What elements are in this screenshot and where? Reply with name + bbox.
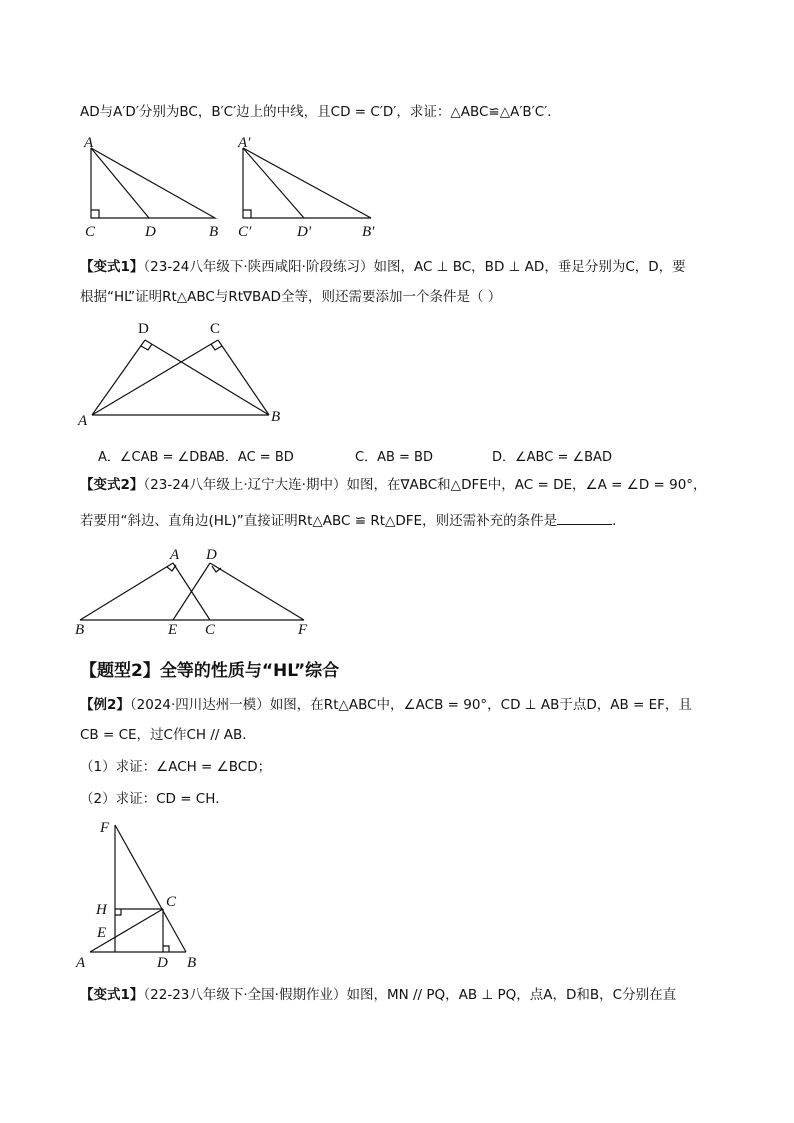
label-C: C xyxy=(210,321,221,337)
label-A-prime: A′ xyxy=(238,135,251,151)
variant2-tag: 【变式2】 xyxy=(80,477,144,493)
label-D-prime: D′ xyxy=(297,224,312,240)
variant3-text: 如图，MN // PQ，AB ⊥ PQ，点A，D和B，C分别在直 xyxy=(346,987,677,1003)
label-B: B xyxy=(271,409,281,425)
label-C: C xyxy=(205,622,216,638)
label-F: F xyxy=(298,622,308,638)
label-A: A xyxy=(170,547,180,563)
variant2-source: （23-24八年级上·辽宁大连·期中） xyxy=(143,477,347,493)
example2-text1: 如图，在Rt△ABC中，∠ACB = 90°，CD ⊥ AB于点D，AB = EF，且 xyxy=(269,697,692,713)
label-D: D xyxy=(138,321,149,337)
variant2-text2: 若要用“斜边、直角边(HL)”直接证明Rt△ABC ≌ Rt△DFE，则还需补充的条件是 xyxy=(80,513,558,529)
label-D: D xyxy=(206,547,217,563)
label-F: F xyxy=(100,820,110,836)
question-2: （2）求证：CD = CH． xyxy=(80,791,229,807)
label-A: A xyxy=(78,413,88,429)
variant1-source: （23-24八年级下·陕西咸阳·阶段练习） xyxy=(143,259,374,275)
variant3-tag: 【变式1】 xyxy=(80,987,144,1003)
option-d: D．∠ABC = ∠BAD xyxy=(492,450,612,465)
variant1-line2: 根据“HL”证明Rt△ABC与Rt∇BAD全等，则还需要添加一个条件是（ ） xyxy=(80,289,502,305)
example2-source: （2024·四川达州一模） xyxy=(129,697,270,713)
label-E: E xyxy=(97,925,107,941)
label-D: D xyxy=(157,955,168,971)
label-B-prime: B′ xyxy=(362,224,375,240)
label-D: D xyxy=(145,224,156,240)
option-c: C．AB = BD xyxy=(355,450,433,465)
example2-tag: 【例2】 xyxy=(80,697,130,713)
variant1-text1: 如图，AC ⊥ BC，BD ⊥ AD，垂足分别为C，D，要 xyxy=(373,259,686,275)
section-heading: 【题型2】全等的性质与“HL”综合 xyxy=(80,661,340,681)
label-E: E xyxy=(168,622,178,638)
label-H: H xyxy=(96,902,107,918)
label-C: C xyxy=(85,224,96,240)
variant2-text1: 如图，在∇ABC和△DFE中，AC = DE，∠A = ∠D = 90°， xyxy=(346,477,707,493)
variant2-line2: 若要用“斜边、直角边(HL)”直接证明Rt△ABC ≌ Rt△DFE，则还需补充的条件是 ． xyxy=(80,513,626,529)
variant1-tag: 【变式1】 xyxy=(80,259,144,275)
label-C: C xyxy=(166,894,177,910)
label-B: B xyxy=(187,955,197,971)
label-C-prime: C′ xyxy=(238,224,252,240)
option-b: B．AC = BD xyxy=(216,450,294,465)
variant3-source: （22-23八年级下·全国·假期作业） xyxy=(143,987,347,1003)
question-1: （1）求证：∠ACH = ∠BCD； xyxy=(80,759,272,775)
example2-line2: CB = CE，过C作CH // AB． xyxy=(80,727,256,743)
label-A: A xyxy=(76,955,86,971)
variant3-line1 xyxy=(80,986,676,1004)
option-a: A．∠CAB = ∠DBA xyxy=(98,450,218,465)
label-B: B xyxy=(209,224,219,240)
label-A: A xyxy=(84,135,94,151)
problem-statement-line: AD与A′D′分别为BC，B′C′边上的中线，且CD = C′D′，求证：△ABC≌△A′B′C′． xyxy=(80,104,561,120)
label-B: B xyxy=(75,622,85,638)
